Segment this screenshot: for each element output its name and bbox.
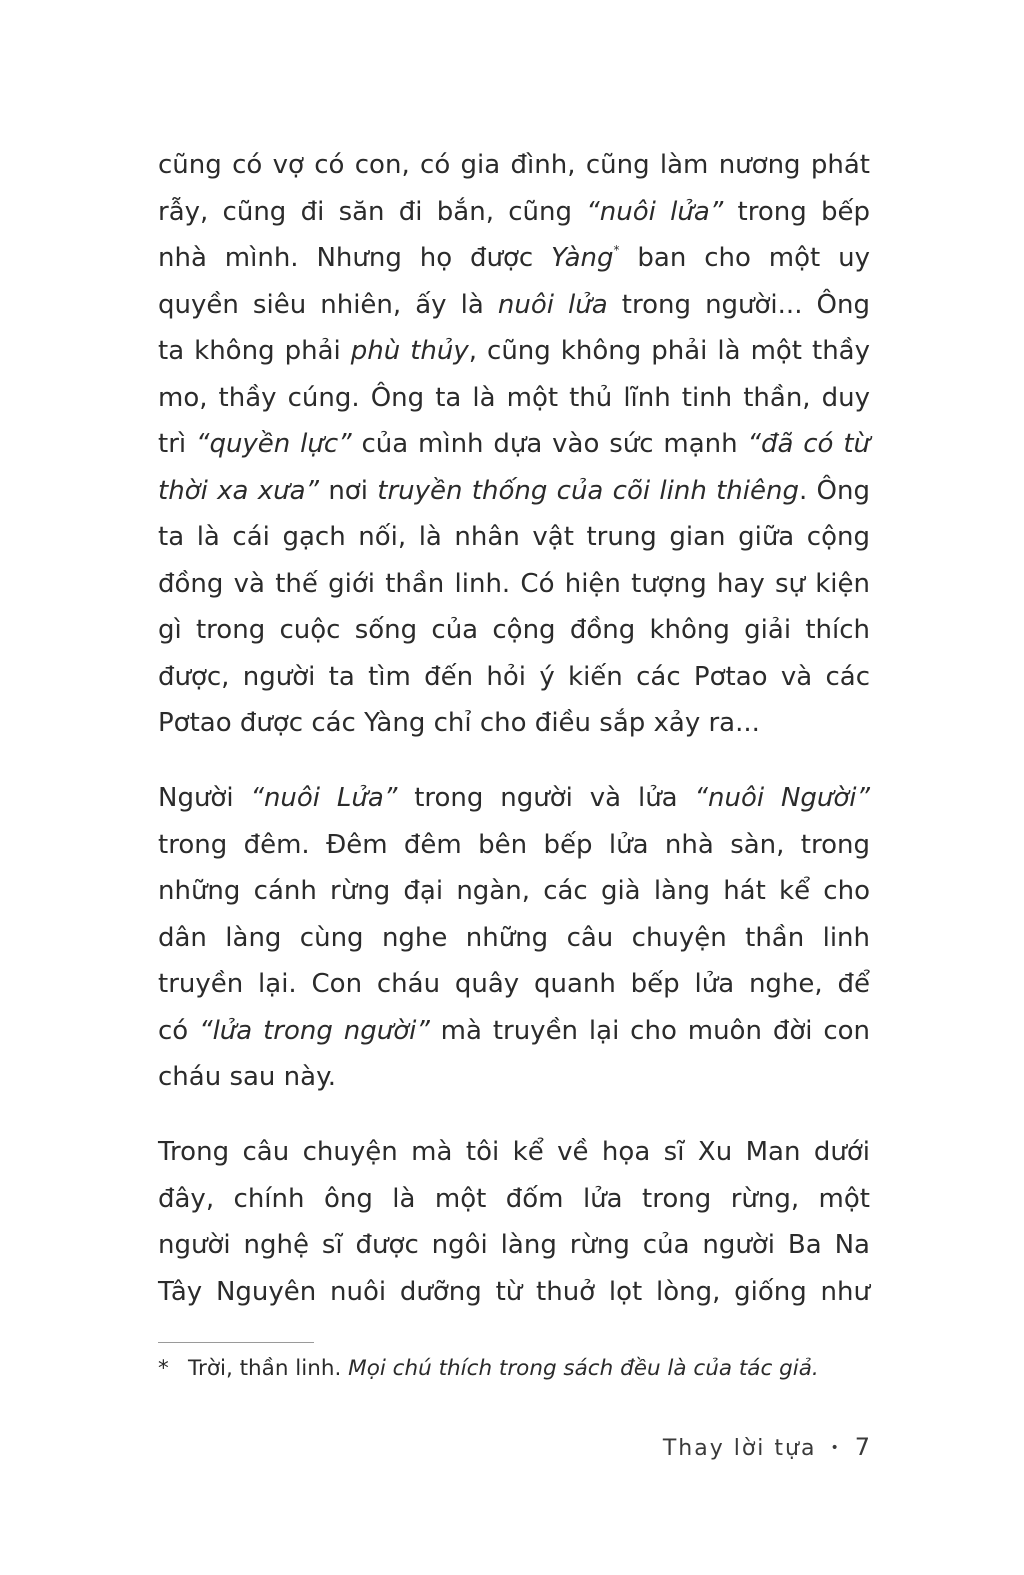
line: được, người ta tìm đến hỏi ý kiến các Pơtao và các <box>158 661 870 692</box>
footnote <box>158 1352 870 1386</box>
line: rẫy, cũng đi săn đi bắn, cũng “nuôi lửa” trong bếp <box>158 196 870 227</box>
line: đồng và thế giới thần linh. Có hiện tượng hay sự kiện <box>158 568 870 599</box>
paragraph-1 <box>158 142 870 747</box>
line: có “lửa trong người” mà truyền lại cho muôn đời con <box>158 1015 871 1046</box>
line: cũng có vợ có con, có gia đình, cũng làm nương phát <box>158 150 870 180</box>
line: gì trong cuộc sống của cộng đồng không giải thích <box>158 615 870 645</box>
line: truyền lại. Con cháu quây quanh bếp lửa nghe, để <box>158 969 870 999</box>
footnote-marker: * <box>613 243 620 257</box>
line: dân làng cùng nghe những câu chuyện thần linh <box>158 922 870 953</box>
page-number: 7 <box>854 1433 870 1461</box>
line: ta là cái gạch nối, là nhân vật trung gian giữa cộng <box>158 522 870 552</box>
separator-dot: • <box>830 1440 841 1456</box>
footnote-italic: Mọi chú thích trong sách đều là của tác giả. <box>348 1356 819 1381</box>
line: mo, thầy cúng. Ông ta là một thủ lĩnh tinh thần, duy <box>158 382 870 413</box>
line: ta không phải phù thủy, cũng không phải là một thầy <box>158 336 870 366</box>
footnote-text: Trời, thần linh. <box>188 1356 349 1381</box>
line: trì “quyền lực” của mình dựa vào sức mạnh “đã có từ <box>158 429 870 459</box>
line: nhà mình. Nhưng họ được Yàng* ban cho một uy <box>158 243 871 273</box>
line: những cánh rừng đại ngàn, các già làng hát kể cho <box>158 876 870 906</box>
footnote-mark: * <box>158 1356 169 1381</box>
line: thời xa xưa” nơi truyền thống của cõi linh thiêng. Ông <box>158 475 871 506</box>
line: Người “nuôi Lửa” trong người và lửa “nuôi Người” <box>158 783 870 813</box>
section-title: Thay lời tựa <box>662 1436 817 1461</box>
line: cháu sau này. <box>158 1062 337 1092</box>
line: quyền siêu nhiên, ấy là nuôi lửa trong người... Ông <box>158 289 870 320</box>
line: trong đêm. Đêm đêm bên bếp lửa nhà sàn, trong <box>158 829 870 860</box>
footnote-divider <box>158 1342 314 1343</box>
line: Pơtao được các Yàng chỉ cho điều sắp xảy ra... <box>158 708 760 738</box>
line: đây, chính ông là một đốm lửa trong rừng, một <box>158 1183 870 1214</box>
paragraph-3 <box>158 1129 870 1315</box>
paragraph-2 <box>158 775 870 1101</box>
line: người nghệ sĩ được ngôi làng rừng của người Ba Na <box>158 1230 870 1260</box>
line: Trong câu chuyện mà tôi kể về họa sĩ Xu Man dưới <box>158 1137 870 1167</box>
line: Tây Nguyên nuôi dưỡng từ thuở lọt lòng, giống như <box>158 1276 870 1307</box>
running-footer <box>663 1433 870 1461</box>
